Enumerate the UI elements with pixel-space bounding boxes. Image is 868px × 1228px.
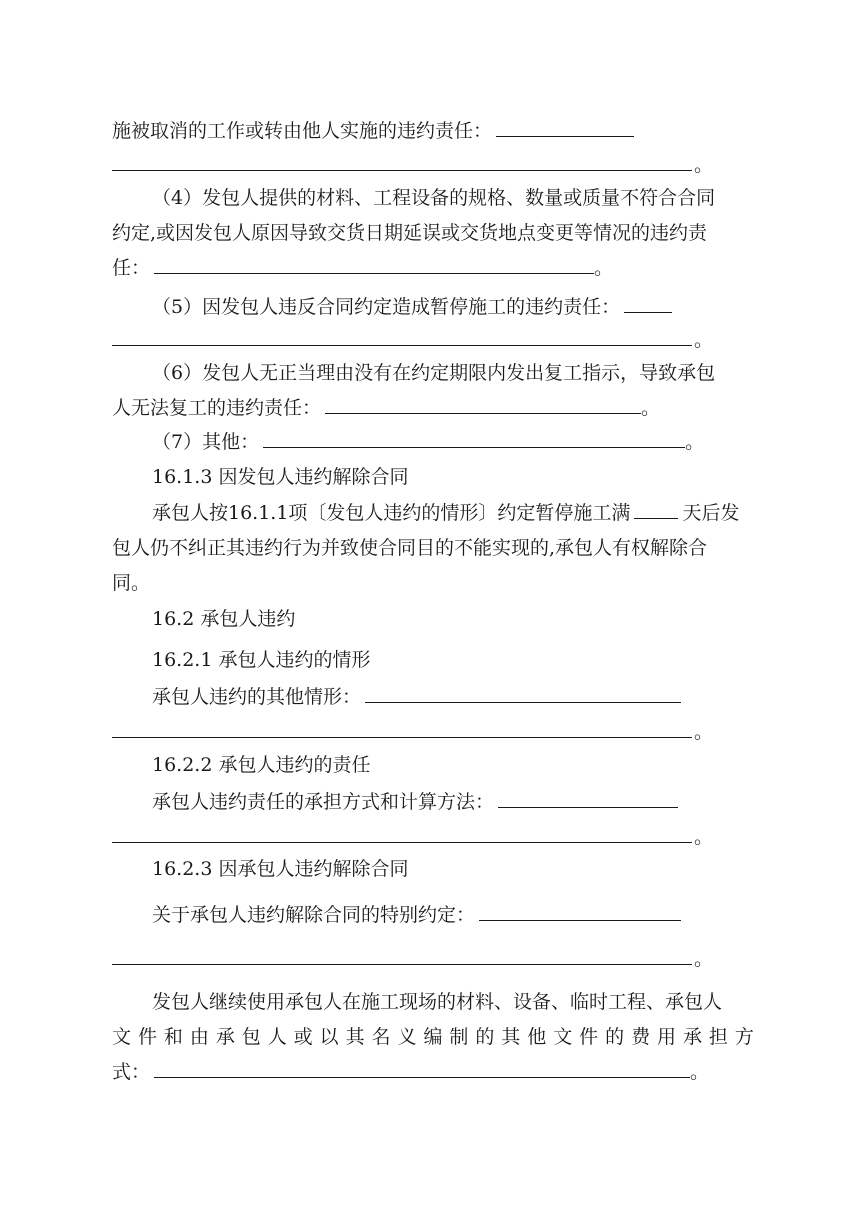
paragraph-line (152, 290, 672, 324)
section-heading: 16.2.3 因承包人违约解除合同 (152, 858, 409, 880)
char: 编 (423, 1026, 443, 1048)
char: 费 (631, 1026, 651, 1048)
section-heading: 16.2 承包人违约 (152, 608, 296, 630)
char: 制 (449, 1026, 469, 1048)
char: 用 (657, 1026, 677, 1048)
blank-field[interactable] (112, 964, 692, 965)
period: 。 (685, 431, 705, 453)
char: 承 (215, 1026, 235, 1048)
blank-field[interactable] (154, 1057, 690, 1078)
blank-field[interactable] (112, 737, 692, 738)
char: 人 (267, 1026, 287, 1048)
period: 。 (694, 948, 714, 970)
text: 任： (112, 257, 151, 279)
text: 承包人违约责任的承担方式和计算方法： (152, 791, 495, 813)
char: 以 (319, 1026, 339, 1048)
char: 由 (189, 1026, 209, 1048)
blank-field[interactable] (154, 253, 594, 274)
text: 施被取消的工作或转由他人实施的违约责任： (112, 120, 493, 142)
section-heading: 16.1.3 因发包人违约解除合同 (152, 466, 409, 488)
paragraph-line (152, 356, 715, 390)
char: 承 (682, 1026, 702, 1048)
paragraph-line (112, 114, 634, 148)
char: 文 (553, 1026, 573, 1048)
paragraph-line-justified (112, 1020, 754, 1054)
char: 和 (163, 1026, 183, 1048)
period: 。 (694, 154, 714, 176)
period: 。 (641, 397, 661, 419)
blank-field[interactable] (496, 116, 634, 137)
blank-field[interactable] (112, 345, 692, 346)
char: 包 (241, 1026, 261, 1048)
blank-field[interactable] (479, 900, 681, 921)
char: 或 (293, 1026, 313, 1048)
period: 。 (694, 329, 714, 351)
text: 天后发 (682, 502, 740, 524)
text: 人无法复工的违约责任： (112, 397, 322, 419)
paragraph-line (112, 1055, 709, 1089)
period: 。 (690, 1061, 710, 1083)
char: 件 (137, 1026, 157, 1048)
paragraph-line (112, 391, 660, 425)
text: 约定,或因发包人原因导致交货日期延误或交货地点变更等情况的违约责 (112, 222, 708, 244)
text: 式： (112, 1061, 151, 1083)
text: 承包人按16.1.1项〔发包人违约的情形〕约定暂停施工满 (152, 502, 631, 524)
char: 件 (579, 1026, 599, 1048)
paragraph-line (112, 251, 613, 285)
text: （5）因发包人违反合同约定造成暂停施工的违约责任： (152, 296, 621, 318)
char: 方 (734, 1026, 754, 1048)
text: （7）其他： (152, 431, 260, 453)
blank-field[interactable] (263, 427, 685, 448)
char: 其 (501, 1026, 521, 1048)
text: （6）发包人无正当理由没有在约定期限内发出复工指示，导致承包 (152, 362, 716, 384)
paragraph-line (112, 216, 707, 250)
char: 文 (112, 1026, 132, 1048)
blank-field[interactable] (365, 682, 681, 703)
paragraph-line (152, 425, 704, 459)
char: 名 (371, 1026, 391, 1048)
paragraph-line (152, 181, 715, 215)
paragraph-line (112, 566, 150, 600)
char: 的 (605, 1026, 625, 1048)
blank-field[interactable] (112, 170, 692, 171)
char: 的 (475, 1026, 495, 1048)
paragraph-line (152, 785, 678, 819)
period: 。 (694, 826, 714, 848)
paragraph-line (152, 680, 681, 714)
text: 承包人违约的其他情形： (152, 686, 362, 708)
section-heading: 16.2.2 承包人违约的责任 (152, 754, 371, 776)
char: 担 (708, 1026, 728, 1048)
text: 同。 (112, 572, 151, 594)
section-heading: 16.2.1 承包人违约的情形 (152, 649, 371, 671)
text: 发包人继续使用承包人在施工现场的材料、设备、临时工程、承包人 (152, 991, 723, 1013)
blank-field[interactable] (112, 842, 692, 843)
text: （4）发包人提供的材料、工程设备的规格、数量或质量不符合合同 (152, 187, 716, 209)
char: 其 (345, 1026, 365, 1048)
blank-field[interactable] (624, 292, 672, 313)
period: 。 (694, 721, 714, 743)
blank-field[interactable] (325, 393, 641, 414)
paragraph-line (152, 898, 681, 932)
text: 包人仍不纠正其违约行为并致使合同目的不能实现的,承包人有权解除合 (112, 537, 708, 559)
period: 。 (594, 257, 614, 279)
blank-field[interactable] (498, 787, 678, 808)
paragraph-line (112, 531, 707, 565)
paragraph-line (152, 985, 722, 1019)
blank-field[interactable] (634, 498, 678, 519)
paragraph-line (152, 496, 739, 530)
char: 他 (527, 1026, 547, 1048)
char: 义 (397, 1026, 417, 1048)
text: 关于承包人违约解除合同的特别约定： (152, 904, 476, 926)
